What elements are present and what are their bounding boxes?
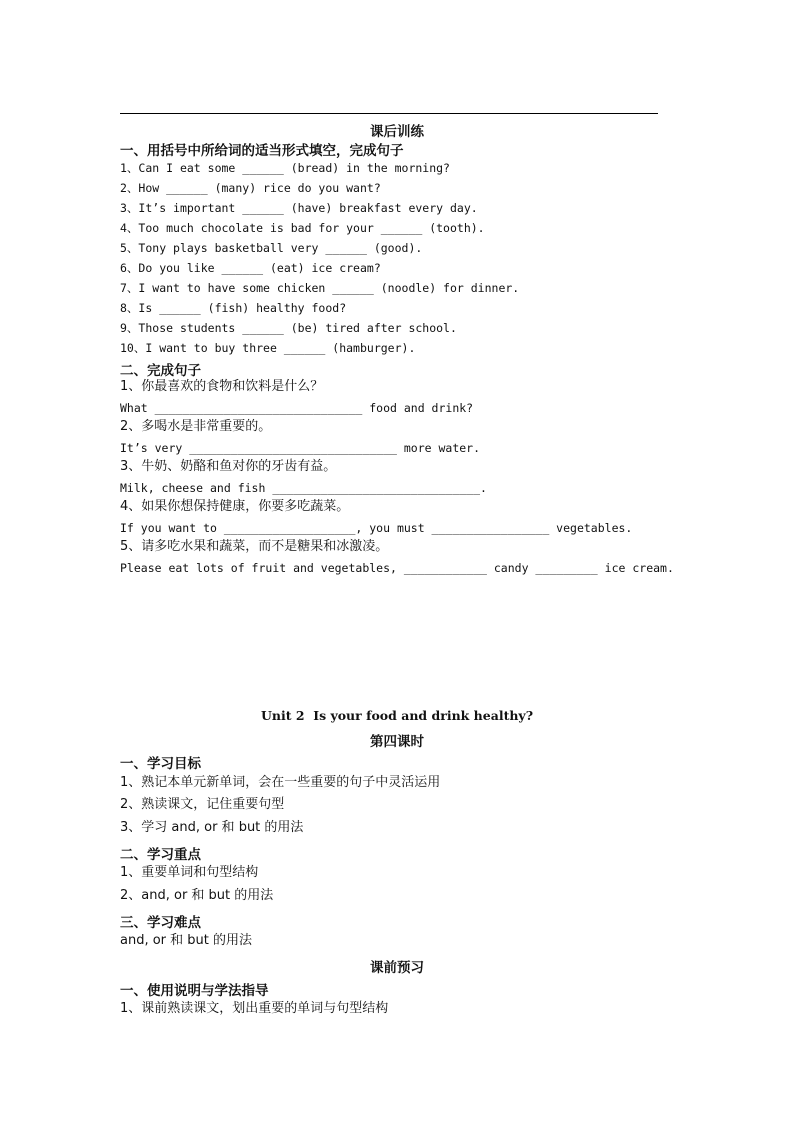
section-title-after-class: 课后训练 — [370, 124, 424, 140]
part2-heading: 二、完成句子 — [120, 363, 201, 379]
sentence-2-chinese: 2、多喝水是非常重要的。 — [120, 419, 272, 434]
difficult-point-1: and, or 和 but 的用法 — [120, 933, 253, 948]
sentence-2-english: It’s very ______________________________ more water. — [120, 441, 481, 455]
preview-title: 课前预习 — [370, 960, 424, 976]
sentence-4-english: If you want to ___________________, you must _________________ vegetables. — [120, 521, 633, 535]
exercise-item-9: 9、Those students ______ (be) tired after school. — [120, 321, 457, 335]
sentence-1-chinese: 1、你最喜欢的食物和饮料是什么？ — [120, 379, 324, 394]
goal-item-3: 3、学习 and, or 和 but 的用法 — [120, 820, 304, 835]
guide-item-1: 1、课前熟读课文，划出重要的单词与句型结构 — [120, 1001, 389, 1016]
goal-item-2: 2、熟读课文，记住重要句型 — [120, 797, 285, 812]
sentence-1-english: What ______________________________ food and drink? — [120, 401, 474, 415]
exercise-item-2: 2、How ______ (many) rice do you want? — [120, 181, 381, 195]
unit-title: Unit 2 Is your food and drink healthy? — [260, 708, 534, 723]
exercise-item-3: 3、It’s important ______ (have) breakfast every day. — [120, 201, 478, 215]
top-rule — [120, 113, 658, 114]
key-point-1: 1、重要单词和句型结构 — [120, 865, 259, 880]
goal-item-1: 1、熟记本单元新单词，会在一些重要的句子中灵活运用 — [120, 775, 441, 790]
sentence-3-chinese: 3、牛奶、奶酪和鱼对你的牙齿有益。 — [120, 459, 337, 474]
exercise-item-4: 4、Too much chocolate is bad for your ______ (tooth). — [120, 221, 485, 235]
lesson-title: 第四课时 — [370, 734, 424, 750]
key-point-2: 2、and, or 和 but 的用法 — [120, 888, 274, 903]
exercise-item-6: 6、Do you like ______ (eat) ice cream? — [120, 261, 381, 275]
exercise-item-7: 7、I want to have some chicken ______ (noodle) for dinner. — [120, 281, 520, 295]
goals-heading: 一、学习目标 — [120, 756, 201, 772]
key-points-heading: 二、学习重点 — [120, 847, 201, 863]
exercise-item-10: 10、I want to buy three ______ (hamburger). — [120, 341, 416, 355]
guide-heading: 一、使用说明与学法指导 — [120, 983, 269, 999]
sentence-4-chinese: 4、如果你想保持健康，你要多吃蔬菜。 — [120, 499, 350, 514]
sentence-5-english: Please eat lots of fruit and vegetables, ____________ candy _________ ice cream. — [120, 561, 674, 575]
difficult-points-heading: 三、学习难点 — [120, 915, 201, 931]
part1-heading: 一、用括号中所给词的适当形式填空，完成句子 — [120, 143, 404, 159]
exercise-item-8: 8、Is ______ (fish) healthy food? — [120, 301, 347, 315]
exercise-item-1: 1、Can I eat some ______ (bread) in the morning? — [120, 161, 450, 175]
exercise-item-5: 5、Tony plays basketball very ______ (good). — [120, 241, 423, 255]
sentence-5-chinese: 5、请多吃水果和蔬菜，而不是糖果和冰激凌。 — [120, 539, 389, 554]
sentence-3-english: Milk, cheese and fish ______________________________. — [120, 481, 487, 495]
